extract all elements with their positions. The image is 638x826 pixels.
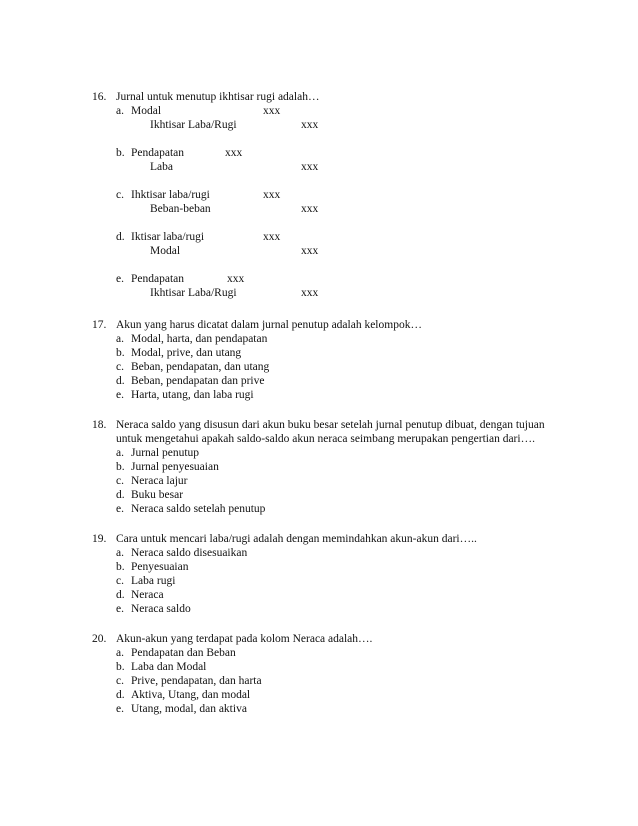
question-19 (92, 532, 572, 616)
credit-amount: xxx (301, 245, 319, 257)
option-letter: e. (116, 273, 124, 285)
option-text: Jurnal penyesuaian (131, 461, 219, 473)
option-text: Beban, pendapatan dan prive (131, 375, 265, 387)
question-17-head (92, 318, 572, 332)
option-18e (92, 502, 572, 516)
debit-account: Pendapatan (131, 273, 185, 285)
option-text: Neraca lajur (131, 475, 188, 487)
question-text-line-1: Neraca saldo yang disusun dari akun buku besar setelah jurnal penutup dibuat, dengan tujuan (116, 419, 545, 431)
option-letter: e. (116, 603, 124, 615)
option-letter: a. (116, 647, 124, 659)
option-letter: b. (116, 661, 125, 673)
option-16b (92, 146, 572, 174)
option-letter: d. (116, 589, 125, 601)
question-number: 19. (92, 533, 107, 545)
question-number: 20. (92, 633, 107, 645)
question-text-line-2: untuk mengetahui apakah saldo-saldo akun neraca seimbang merupakan pengertian dari…. (116, 433, 535, 445)
option-20c (92, 674, 572, 688)
question-number: 18. (92, 419, 107, 431)
option-18a (92, 446, 572, 460)
option-text: Neraca (131, 589, 164, 601)
debit-account: Ihktisar laba/rugi (131, 189, 210, 201)
option-17b (92, 346, 572, 360)
question-text: Akun-akun yang terdapat pada kolom Neraca adalah…. (116, 633, 373, 645)
option-text: Beban, pendapatan, dan utang (131, 361, 270, 373)
option-letter: d. (116, 689, 125, 701)
option-19d (92, 588, 572, 602)
question-16-head (92, 90, 572, 104)
option-letter: d. (116, 231, 125, 243)
option-17c (92, 360, 572, 374)
option-text: Utang, modal, dan aktiva (131, 703, 247, 715)
question-18 (92, 418, 572, 516)
option-text: Laba rugi (131, 575, 176, 587)
option-text: Jurnal penutup (131, 447, 200, 459)
option-text: Prive, pendapatan, dan harta (131, 675, 262, 687)
option-letter: d. (116, 489, 125, 501)
credit-amount: xxx (301, 119, 319, 131)
option-letter: e. (116, 503, 124, 515)
question-text: Jurnal untuk menutup ikhtisar rugi adalah… (116, 91, 320, 103)
credit-account: Ikhtisar Laba/Rugi (150, 119, 237, 131)
option-letter: e. (116, 703, 124, 715)
option-text: Harta, utang, dan laba rugi (131, 389, 254, 401)
option-text: Neraca saldo disesuaikan (131, 547, 248, 559)
option-20e (92, 702, 572, 716)
option-letter: b. (116, 347, 125, 359)
option-letter: c. (116, 361, 124, 373)
option-letter: a. (116, 333, 124, 345)
option-20d (92, 688, 572, 702)
option-16c (92, 188, 572, 216)
option-17e (92, 388, 572, 402)
option-letter: c. (116, 189, 124, 201)
debit-account: Modal (131, 105, 162, 117)
option-text: Buku besar (131, 489, 184, 501)
option-text: Modal, harta, dan pendapatan (131, 333, 268, 345)
question-16 (92, 90, 572, 300)
debit-amount: xxx (263, 105, 281, 117)
option-text: Laba dan Modal (131, 661, 207, 673)
option-text: Modal, prive, dan utang (131, 347, 242, 359)
credit-amount: xxx (301, 287, 319, 299)
question-number: 16. (92, 91, 107, 103)
debit-amount: xxx (263, 231, 281, 243)
debit-amount: xxx (225, 147, 243, 159)
credit-account: Modal (150, 245, 181, 257)
option-18d (92, 488, 572, 502)
debit-amount: xxx (263, 189, 281, 201)
option-16e (92, 272, 572, 300)
option-letter: e. (116, 389, 124, 401)
debit-account: Iktisar laba/rugi (131, 231, 205, 243)
question-20 (92, 632, 572, 716)
option-letter: b. (116, 461, 125, 473)
option-text: Neraca saldo (131, 603, 191, 615)
debit-amount: xxx (227, 273, 245, 285)
option-letter: b. (116, 561, 125, 573)
credit-account: Ikhtisar Laba/Rugi (150, 287, 237, 299)
option-19e (92, 602, 572, 616)
question-19-head (92, 532, 572, 546)
credit-account: Beban-beban (150, 203, 211, 215)
option-20a (92, 646, 572, 660)
debit-account: Pendapatan (131, 147, 185, 159)
option-text: Penyesuaian (131, 561, 189, 573)
option-letter: c. (116, 575, 124, 587)
question-number: 17. (92, 319, 107, 331)
option-20b (92, 660, 572, 674)
option-letter: d. (116, 375, 125, 387)
option-letter: a. (116, 547, 124, 559)
option-19b (92, 560, 572, 574)
option-17d (92, 374, 572, 388)
option-text: Aktiva, Utang, dan modal (131, 689, 251, 701)
question-text: Cara untuk mencari laba/rugi adalah dengan memindahkan akun-akun dari….. (116, 533, 477, 545)
option-18b (92, 460, 572, 474)
option-19a (92, 546, 572, 560)
credit-amount: xxx (301, 161, 319, 173)
option-16a (92, 104, 572, 132)
option-text: Neraca saldo setelah penutup (131, 503, 266, 515)
credit-amount: xxx (301, 203, 319, 215)
question-text: Akun yang harus dicatat dalam jurnal penutup adalah kelompok… (116, 319, 422, 331)
question-17 (92, 318, 572, 402)
credit-account: Laba (150, 161, 173, 173)
option-letter: a. (116, 447, 124, 459)
option-16d (92, 230, 572, 258)
option-text: Pendapatan dan Beban (131, 647, 236, 659)
option-letter: b. (116, 147, 125, 159)
option-letter: c. (116, 475, 124, 487)
question-18-head (92, 418, 572, 446)
option-19c (92, 574, 572, 588)
option-17a (92, 332, 572, 346)
question-text (116, 418, 572, 446)
option-18c (92, 474, 572, 488)
option-letter: a. (116, 105, 124, 117)
question-20-head (92, 632, 572, 646)
option-letter: c. (116, 675, 124, 687)
